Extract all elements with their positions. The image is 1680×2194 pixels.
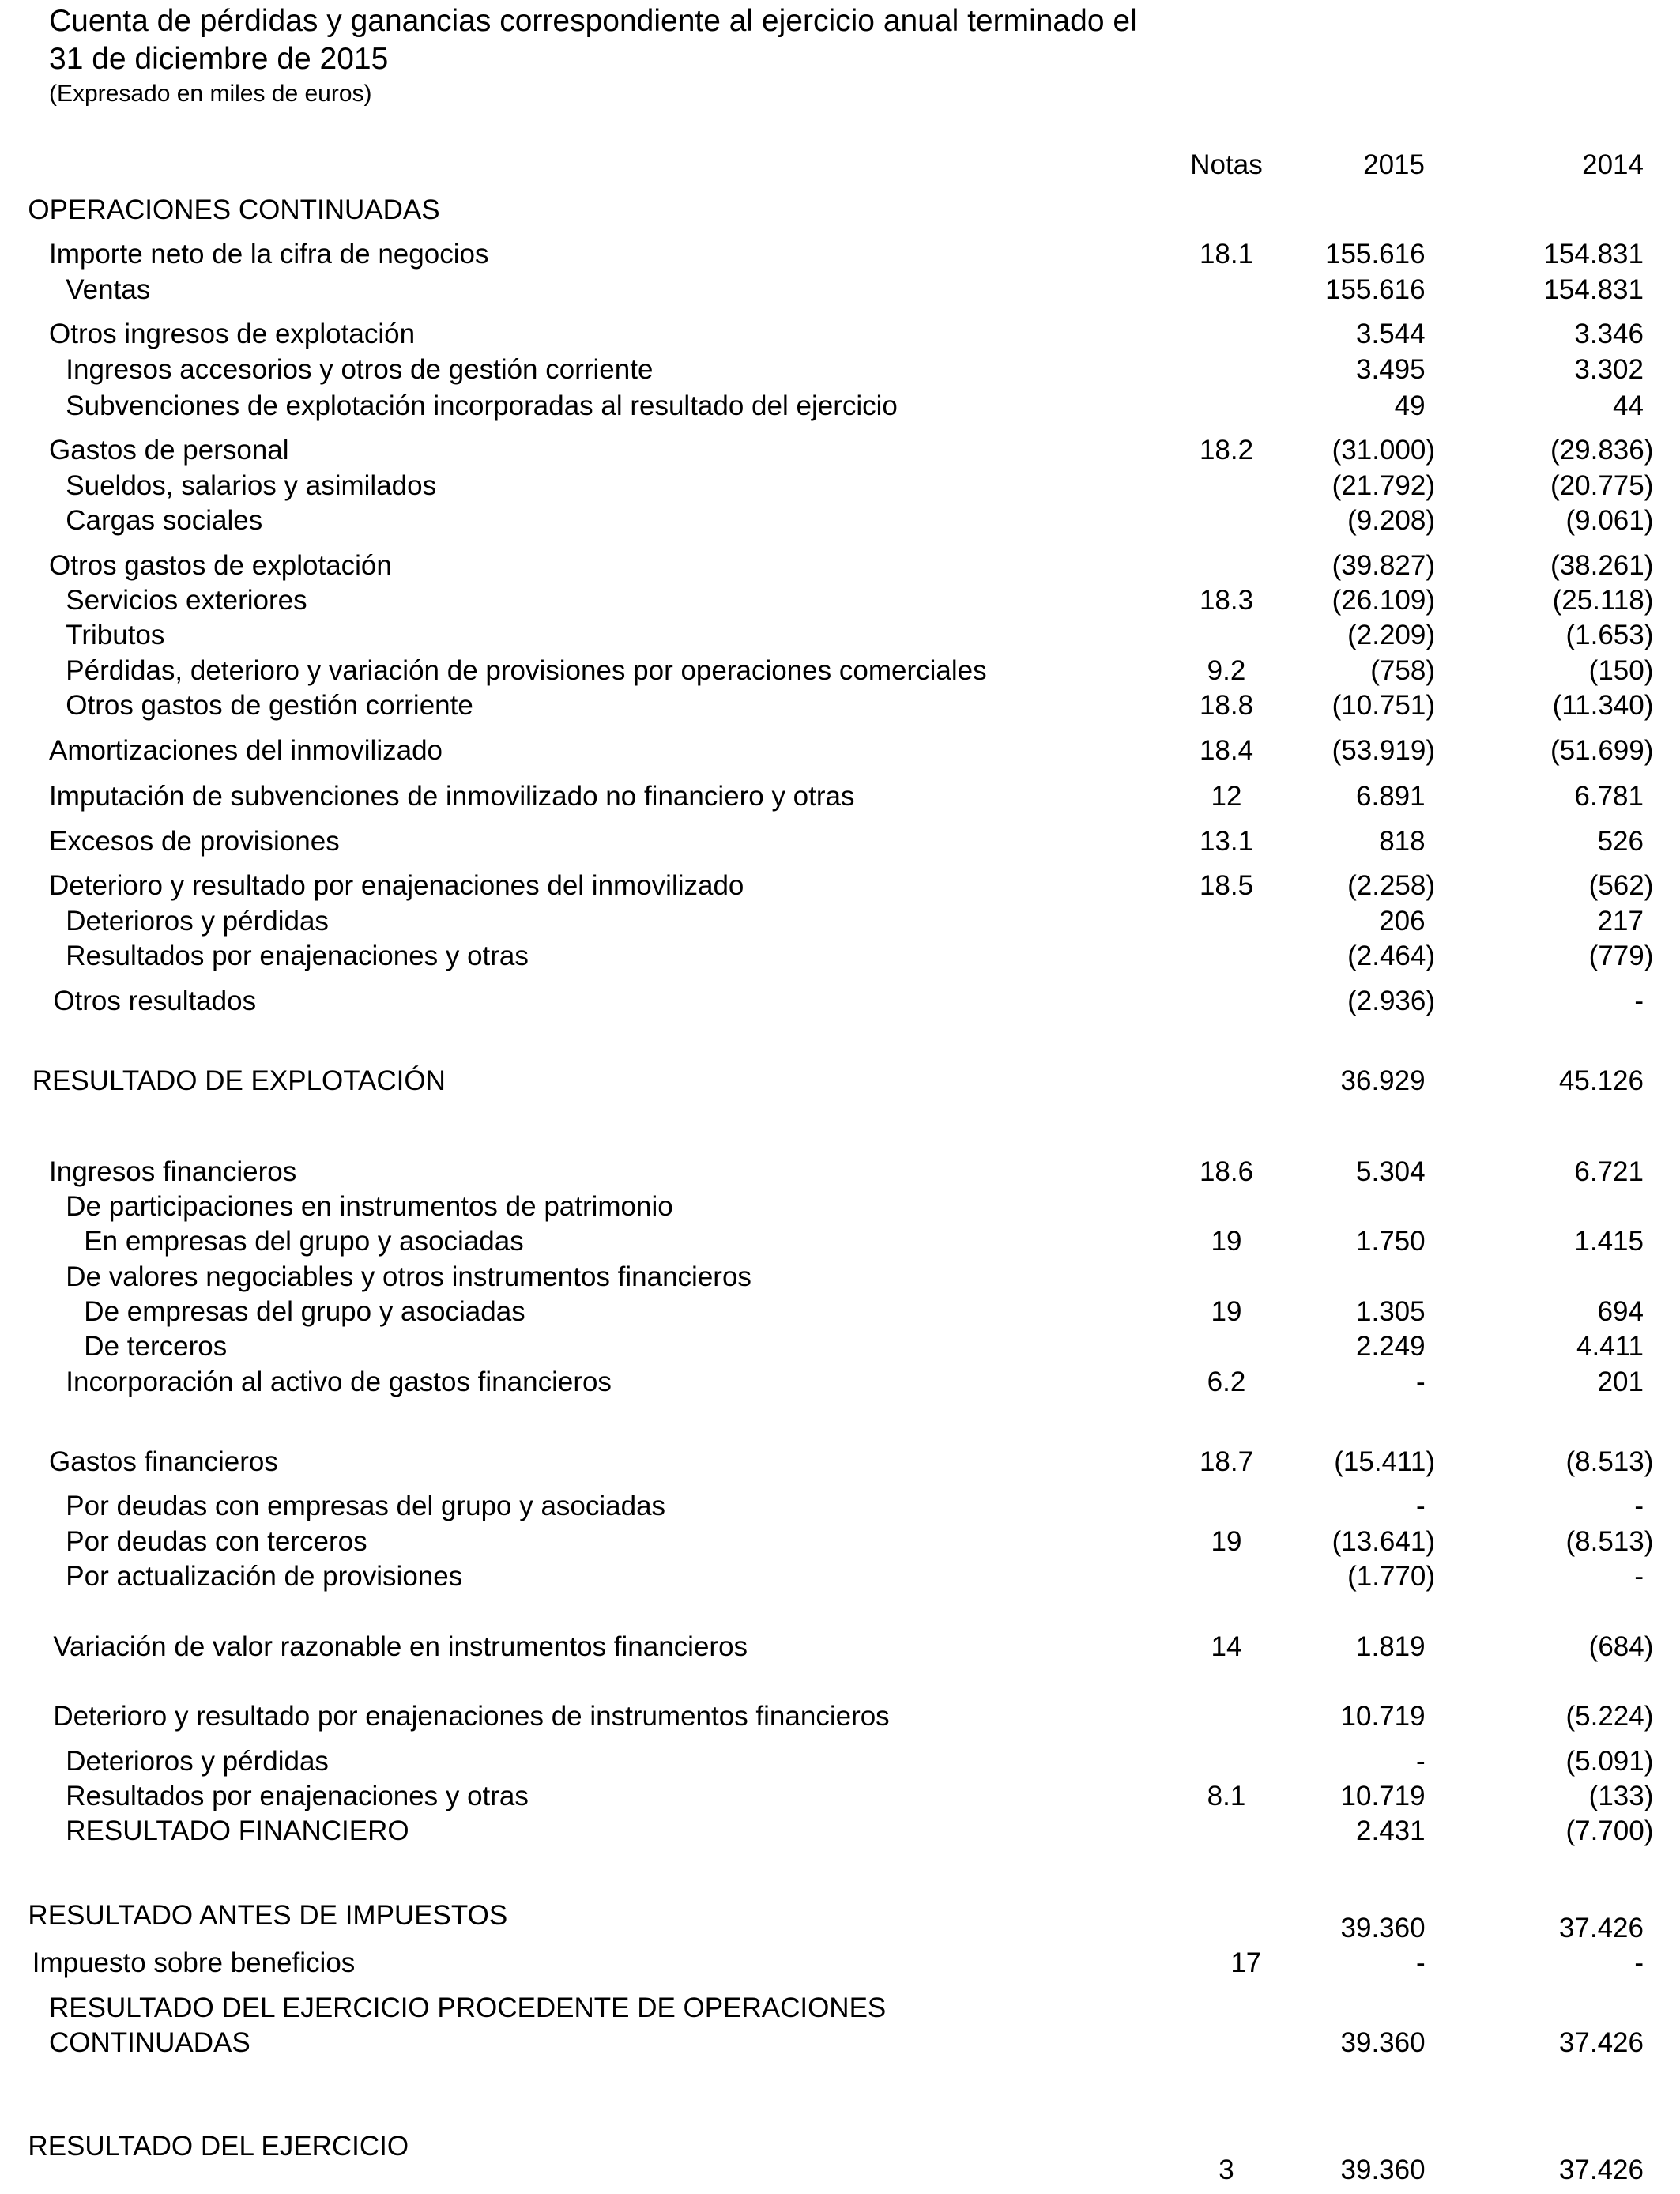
value-2015: (2.258) xyxy=(1347,870,1435,902)
row-label: Otros resultados xyxy=(53,985,257,1016)
value-2015: (13.641) xyxy=(1332,1525,1435,1557)
row-label: Servicios exteriores xyxy=(66,585,307,616)
value-2014: 201 xyxy=(1597,1366,1644,1397)
row-label: Otros gastos de explotación xyxy=(49,549,392,581)
row-label: Pérdidas, deterioro y variación de provisiones por operaciones comerciales xyxy=(66,654,987,686)
row-label: RESULTADO FINANCIERO xyxy=(66,1815,409,1847)
value-2014: 6.721 xyxy=(1574,1155,1644,1187)
value-2014: (779) xyxy=(1588,941,1654,972)
row-label: Ventas xyxy=(66,273,151,305)
value-2015: (21.792) xyxy=(1332,469,1435,501)
value-2014: (5.224) xyxy=(1565,1701,1654,1732)
row-notes: 18.4 xyxy=(1199,734,1254,766)
value-2015: - xyxy=(1415,1745,1426,1777)
row-label: Subvenciones de explotación incorporadas al resultado del ejercicio xyxy=(66,390,898,421)
value-2014: (38.261) xyxy=(1550,549,1654,581)
row-notes: 6.2 xyxy=(1207,1366,1246,1397)
value-2014: (133) xyxy=(1588,1781,1654,1812)
value-2015: (758) xyxy=(1370,654,1435,686)
row-label: Resultados por enajenaciones y otras xyxy=(66,941,529,972)
row-label: Incorporación al activo de gastos financieros xyxy=(66,1366,612,1397)
value-2015: 39.360 xyxy=(1340,2154,1426,2186)
value-2014: (8.513) xyxy=(1565,1525,1654,1557)
row-label: Variación de valor razonable en instrumentos financieros xyxy=(53,1630,748,1662)
value-2014: (20.775) xyxy=(1550,469,1654,501)
value-2015: 10.719 xyxy=(1340,1781,1426,1812)
value-2015: - xyxy=(1415,1947,1426,1978)
value-2015: 39.360 xyxy=(1340,1912,1426,1943)
statement-date: 31 de diciembre de 2015 xyxy=(49,42,389,76)
column-header-2015: 2015 xyxy=(1363,149,1425,180)
value-2015: 5.304 xyxy=(1356,1155,1426,1187)
value-2014: (150) xyxy=(1588,654,1654,686)
row-label: Gastos de personal xyxy=(49,435,289,466)
value-2015: 2.431 xyxy=(1356,1815,1426,1847)
row-notes: 18.2 xyxy=(1199,435,1254,466)
row-label: Amortizaciones del inmovilizado xyxy=(49,734,443,766)
value-2015: - xyxy=(1415,1491,1426,1522)
row-label: Deterioros y pérdidas xyxy=(66,905,329,937)
value-2014: (562) xyxy=(1588,870,1654,902)
value-2014: 37.426 xyxy=(1558,1912,1644,1943)
value-2014: 1.415 xyxy=(1574,1226,1644,1257)
row-notes: 8.1 xyxy=(1207,1781,1246,1812)
value-2014: (7.700) xyxy=(1565,1815,1654,1847)
row-label: De terceros xyxy=(84,1331,228,1363)
row-notes: 14 xyxy=(1211,1630,1242,1662)
value-2014: 3.302 xyxy=(1574,353,1644,385)
row-label: Imputación de subvenciones de inmovilizado no financiero y otras xyxy=(49,781,855,812)
row-notes: 18.7 xyxy=(1199,1446,1254,1477)
value-2014: (29.836) xyxy=(1550,435,1654,466)
value-2014: (25.118) xyxy=(1552,585,1654,616)
row-notes: 17 xyxy=(1230,1947,1262,1978)
row-label: RESULTADO DEL EJERCICIO xyxy=(28,2131,409,2162)
value-2014: (51.699) xyxy=(1550,734,1654,766)
row-notes: 19 xyxy=(1211,1525,1242,1557)
value-2014: 3.346 xyxy=(1574,319,1644,350)
row-label: Por deudas con terceros xyxy=(66,1525,367,1557)
row-label: Tributos xyxy=(66,620,165,651)
value-2015: 2.249 xyxy=(1356,1331,1426,1363)
row-label: En empresas del grupo y asociadas xyxy=(84,1226,524,1257)
row-notes: 9.2 xyxy=(1207,654,1246,686)
row-label: RESULTADO DEL EJERCICIO PROCEDENTE DE OPERACIONES xyxy=(49,1992,887,2023)
value-2014: 37.426 xyxy=(1558,2154,1644,2186)
row-label: Otros ingresos de explotación xyxy=(49,319,416,350)
row-notes: 19 xyxy=(1211,1296,1242,1328)
column-header-2014: 2014 xyxy=(1582,149,1644,180)
value-2014: 217 xyxy=(1597,905,1644,937)
statement-units: (Expresado en miles de euros) xyxy=(49,81,372,107)
row-notes: 18.6 xyxy=(1199,1155,1254,1187)
value-2015: 1.305 xyxy=(1356,1296,1426,1328)
row-label: Deterioro y resultado por enajenaciones de instrumentos financieros xyxy=(53,1701,890,1732)
value-2015: - xyxy=(1415,1366,1426,1397)
row-label: Ingresos financieros xyxy=(49,1155,297,1187)
row-label: Por actualización de provisiones xyxy=(66,1560,463,1592)
row-label: Gastos financieros xyxy=(49,1446,278,1477)
value-2015: (53.919) xyxy=(1332,734,1435,766)
row-notes: 18.5 xyxy=(1199,870,1254,902)
value-2014: 6.781 xyxy=(1574,781,1644,812)
row-label: Otros gastos de gestión corriente xyxy=(66,689,473,721)
value-2015: 39.360 xyxy=(1340,2026,1426,2058)
value-2014: 4.411 xyxy=(1576,1331,1644,1363)
row-notes: 19 xyxy=(1211,1226,1242,1257)
row-label: Cargas sociales xyxy=(66,505,263,537)
value-2014: (11.340) xyxy=(1552,689,1654,721)
value-2015: 10.719 xyxy=(1340,1701,1426,1732)
row-label: Resultados por enajenaciones y otras xyxy=(66,1781,529,1812)
value-2015: 206 xyxy=(1379,905,1426,937)
value-2015: (9.208) xyxy=(1347,505,1435,537)
statement-title: Cuenta de pérdidas y ganancias correspondiente al ejercicio anual terminado el xyxy=(49,4,1137,38)
value-2015: 6.891 xyxy=(1356,781,1426,812)
row-label: Excesos de provisiones xyxy=(49,825,340,857)
row-label: Sueldos, salarios y asimilados xyxy=(66,469,437,501)
value-2015: 3.495 xyxy=(1356,353,1426,385)
value-2014: 44 xyxy=(1613,390,1644,421)
value-2014: - xyxy=(1634,985,1644,1016)
value-2015: 36.929 xyxy=(1340,1065,1426,1096)
row-notes: 18.3 xyxy=(1199,585,1254,616)
value-2014: 154.831 xyxy=(1543,273,1644,305)
value-2015: 49 xyxy=(1394,390,1426,421)
row-label: Impuesto sobre beneficios xyxy=(32,1947,356,1978)
value-2014: 154.831 xyxy=(1543,239,1644,270)
value-2015: (2.936) xyxy=(1347,985,1435,1016)
value-2015: (2.464) xyxy=(1347,941,1435,972)
value-2015: 3.544 xyxy=(1356,319,1426,350)
value-2015: 1.819 xyxy=(1356,1630,1426,1662)
row-label: Deterioro y resultado por enajenaciones del inmovilizado xyxy=(49,870,744,902)
row-label: Por deudas con empresas del grupo y asociadas xyxy=(66,1491,666,1522)
value-2015: (26.109) xyxy=(1332,585,1435,616)
value-2015: (31.000) xyxy=(1332,435,1435,466)
row-label: De empresas del grupo y asociadas xyxy=(84,1296,525,1328)
value-2015: 818 xyxy=(1379,825,1426,857)
value-2014: (5.091) xyxy=(1565,1745,1654,1777)
row-notes: 18.8 xyxy=(1199,689,1254,721)
row-label: OPERACIONES CONTINUADAS xyxy=(28,194,440,225)
column-header-notes: Notas xyxy=(1190,149,1263,180)
value-2014: (8.513) xyxy=(1565,1446,1654,1477)
value-2014: 526 xyxy=(1597,825,1644,857)
value-2014: 45.126 xyxy=(1558,1065,1644,1096)
row-label: CONTINUADAS xyxy=(49,2026,250,2058)
value-2014: (9.061) xyxy=(1565,505,1654,537)
row-label: Importe neto de la cifra de negocios xyxy=(49,239,489,270)
row-label: Deterioros y pérdidas xyxy=(66,1745,329,1777)
value-2014: 694 xyxy=(1597,1296,1644,1328)
value-2015: (2.209) xyxy=(1347,620,1435,651)
row-label: RESULTADO ANTES DE IMPUESTOS xyxy=(28,1899,508,1931)
value-2014: - xyxy=(1634,1560,1644,1592)
value-2015: (10.751) xyxy=(1332,689,1435,721)
value-2015: 155.616 xyxy=(1325,273,1426,305)
row-notes: 3 xyxy=(1219,2154,1234,2186)
value-2014: (1.653) xyxy=(1565,620,1654,651)
value-2014: - xyxy=(1634,1947,1644,1978)
value-2014: 37.426 xyxy=(1558,2026,1644,2058)
row-label: De valores negociables y otros instrumentos financieros xyxy=(66,1261,751,1292)
value-2014: - xyxy=(1634,1491,1644,1522)
row-label: Ingresos accesorios y otros de gestión corriente xyxy=(66,353,654,385)
row-notes: 18.1 xyxy=(1199,239,1254,270)
row-label: RESULTADO DE EXPLOTACIÓN xyxy=(32,1065,446,1096)
value-2015: (15.411) xyxy=(1334,1446,1435,1477)
row-notes: 13.1 xyxy=(1199,825,1254,857)
row-label: De participaciones en instrumentos de patrimonio xyxy=(66,1191,673,1223)
value-2015: (39.827) xyxy=(1332,549,1435,581)
row-notes: 12 xyxy=(1211,781,1242,812)
value-2015: (1.770) xyxy=(1347,1560,1435,1592)
value-2015: 155.616 xyxy=(1325,239,1426,270)
value-2015: 1.750 xyxy=(1356,1226,1426,1257)
value-2014: (684) xyxy=(1588,1630,1654,1662)
